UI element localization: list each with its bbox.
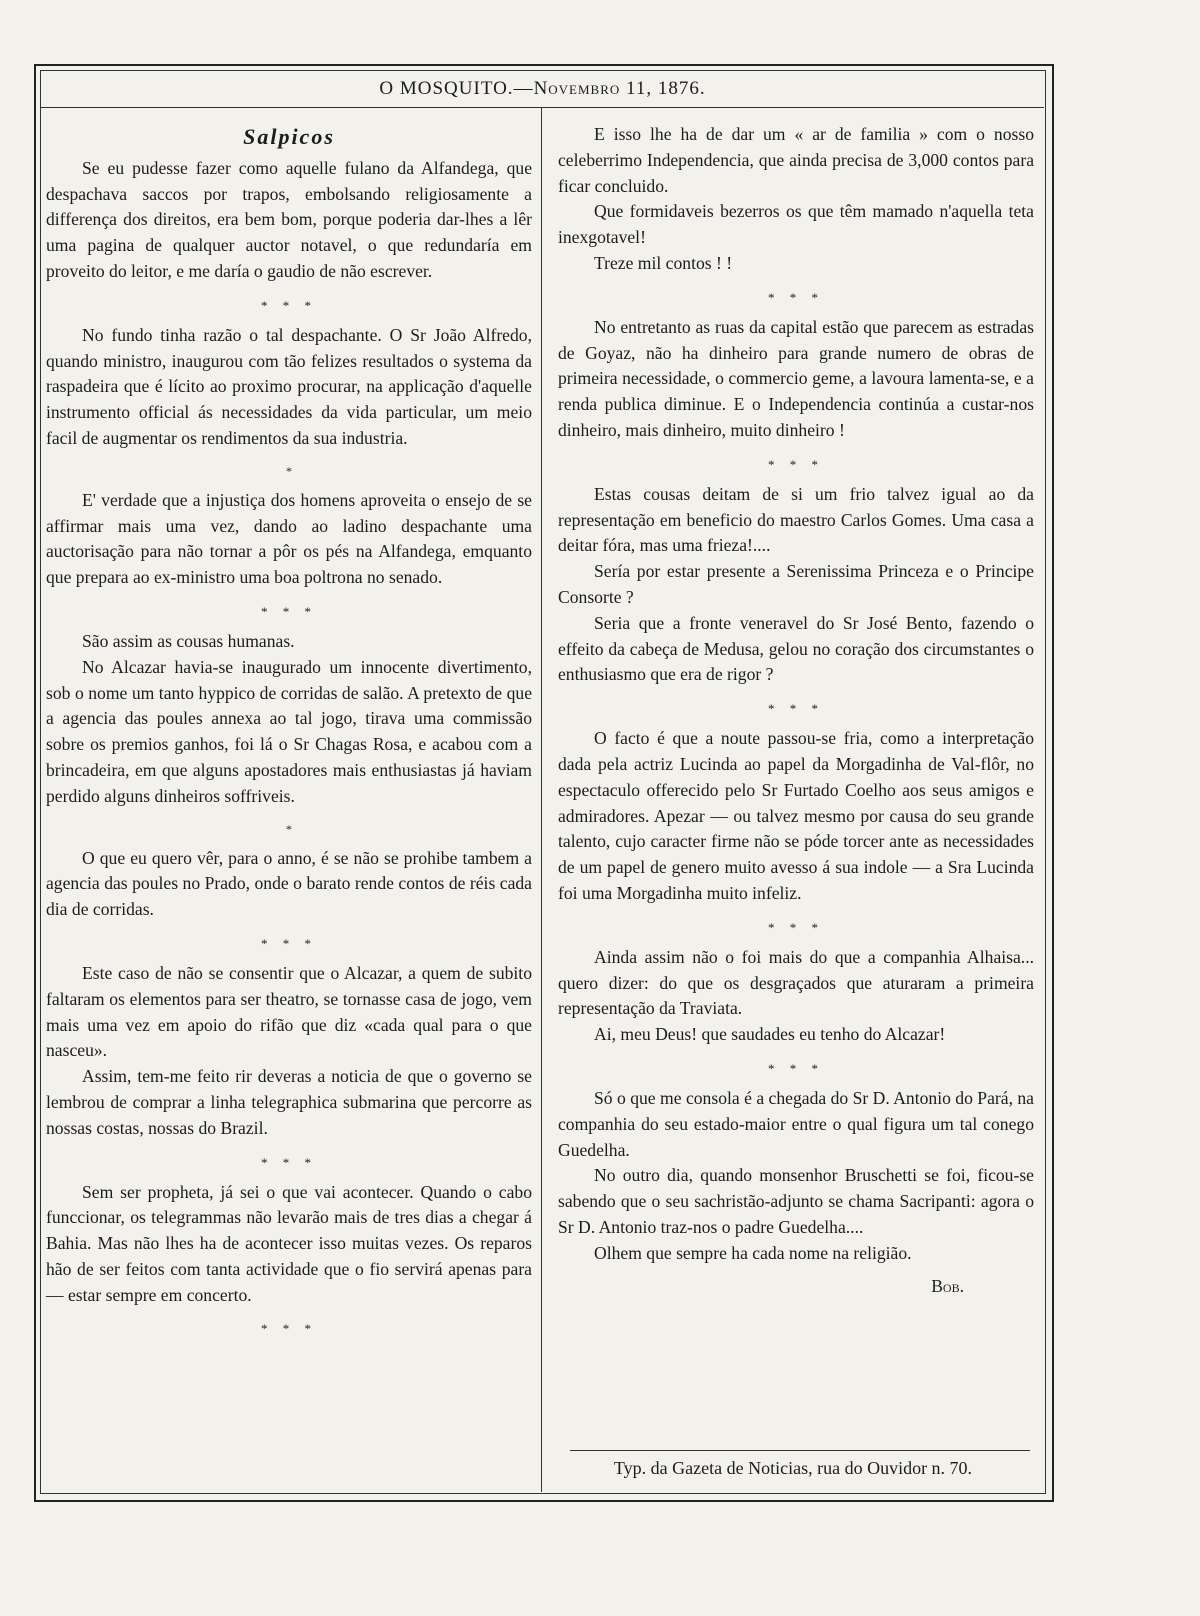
paragraph: Que formidaveis bezerros os que têm mamado n'aquella teta inexgotavel! (558, 201, 1034, 248)
paragraph: No outro dia, quando monsenhor Bruschetti se foi, ficou-se sabendo que o seu sachristão-adjunto se chama Sacripanti: agora o Sr D. Antonio traz-nos o padre Guedelha.... (558, 1165, 1034, 1237)
star-ornament: * (286, 821, 292, 836)
stars-ornament: * * * (768, 919, 824, 935)
masthead (41, 71, 1044, 108)
stars-ornament: * * * (261, 935, 317, 951)
paragraph: E isso lhe ha de dar um « ar de familia » com o nosso celeberrimo Independencia, que ainda precisa de 3,000 contos para ficar concluido. (558, 124, 1034, 196)
stars-ornament: * * * (768, 1060, 824, 1076)
paragraph: Se eu pudesse fazer como aquelle fulano da Alfandega, que despachava saccos por trapos, embolsando religiosamente a differença dos direitos, era bem bom, porque poderia dar-lhes a lêr uma pagina de qualquer auctor notavel, o que redundaría em proveito do leitor, e me daría o gaudio de não escrever. (46, 157, 532, 281)
paragraph: Ai, meu Deus! que saudades eu tenho do Alcazar! (594, 1024, 946, 1045)
stars-ornament: * * * (261, 297, 317, 313)
paragraph: São assim as cousas humanas. (82, 630, 295, 651)
paragraph: Seria que a fronte veneravel do Sr José Bento, fazendo o effeito da cabeça de Medusa, gelou no coração dos circumstantes o enthusiasmo que era de rigor ? (558, 612, 1034, 685)
printer-imprint: Typ. da Gazeta de Noticias, rua do Ouvidor n. 70. (613, 1458, 973, 1478)
signature: Bob. (931, 1276, 964, 1297)
header-month: Novembro (533, 78, 621, 99)
stars-ornament: * * * (261, 1154, 317, 1170)
stars-ornament: * * * (768, 456, 824, 472)
paragraph: Ainda assim não o foi mais do que a companhia Alhaisa... quero dizer: do que os desgraçados que aturaram a primeira representação da Traviata. (558, 946, 1034, 1019)
stars-ornament: * * * (768, 701, 824, 717)
paragraph: Assim, tem-me feito rir deveras a noticia de que o governo se lembrou de comprar a linha telegraphica submarina que percorre as nossas costas, nossas do Brazil. (46, 1066, 532, 1138)
paragraph: Estas cousas deitam de si um frio talvez igual ao da representação em beneficio do maestro Carlos Gomes. Uma casa a deitar fóra, mas uma frieza!.... (558, 483, 1034, 556)
paragraph: O facto é que a noute passou-se fria, como a interpretação dada pela actriz Lucinda ao papel da Morgadinha de Val-flôr, no espectaculo offerecido pelo Sr Furtado Coelho aos seus amigos e admiradores. Apezar — ou talvez mesmo por causa do seu grande talento, cujo caracter firme não se póde torcer ante as necessidades de um papel de genero muito avesso á sua indole — a Sra Lucinda foi uma Morgadinha muito infeliz. (558, 728, 1034, 903)
paragraph: No fundo tinha razão o tal despachante. O Sr João Alfredo, quando ministro, inaugurou com tão felizes resultados o systema da raspadeira que é lícito ao proximo procurar, na applicação d'aquelle instrumento official ás necessidades da vida particular, um meio facil de augmentar os rendimentos da sua industria. (46, 324, 532, 448)
paragraph: No Alcazar havia-se inaugurado um innocente divertimento, sob o nome um tanto hyppico de corridas de salão. A pretexto de que a agencia das poules annexa ao tal jogo, tirava uma commissão sobre os premios ganhos, foi lá o Sr Chagas Rosa, e acabou com a brincadeira, em que alguns apostadores mais enthusiastas já haviam perdido alguns dinheiros soffriveis. (46, 656, 532, 806)
column-divider (541, 108, 542, 1492)
star-ornament: * (286, 463, 292, 478)
paragraph: No entretanto as ruas da capital estão que parecem as estradas de Goyaz, não ha dinheiro para grande numero de obras de primeira necessidade, o commercio geme, a lavoura lamenta-se, e a renda publica diminue. E o Independencia continúa a custar-nos dinheiro, mais dinheiro, muito dinheiro ! (558, 316, 1034, 440)
paragraph: Olhem que sempre ha cada nome na religião. (594, 1242, 912, 1263)
paragraph: Sería por estar presente a Serenissima Princeza e o Principe Consorte ? (558, 561, 1034, 607)
paragraph: E' verdade que a injustiça dos homens aproveita o ensejo de se affirmar mais uma vez, dando ao ladino despachante uma auctorisação para não tornar a pôr os pés na Alfandega, emquanto que prepara ao ex-ministro uma boa poltrona no senado. (46, 489, 532, 588)
stars-ornament: * * * (768, 289, 824, 305)
imprint-rule (570, 1450, 1030, 1451)
paragraph: Este caso de não se consentir que o Alcazar, a quem de subito faltaram os elementos para ser theatro, se tornasse casa de jogo, vem mais uma vez em apoio do rifão que diz «cada qual para o que nasceu». (46, 962, 532, 1061)
header-dash: — (513, 78, 534, 99)
right-column (558, 122, 1034, 1300)
paragraph: Sem ser propheta, já sei o que vai acontecer. Quando o cabo funccionar, os telegrammas não levarão mais de tres dias a chegar á Bahia. Mas não lhes ha de acontecer isso muitas vezes. Os reparos hão de ser feitos com tanta actividade que o fio servirá apenas para — estar sempre em concerto. (46, 1181, 532, 1305)
left-column (46, 122, 532, 1346)
paragraph: Só o que me consola é a chegada do Sr D. Antonio do Pará, na companhia do seu estado-maior entre o qual figura um tal conego Guedelha. (558, 1087, 1034, 1160)
article-title: Salpicos (243, 124, 335, 149)
newspaper-name: O MOSQUITO. (379, 78, 514, 99)
paragraph: O que eu quero vêr, para o anno, é se não se prohibe tambem a agencia das poules no Prado, onde o barato rende contos de réis cada dia de corridas. (46, 847, 532, 920)
header-date: 11, 1876. (626, 78, 706, 99)
paragraph: Treze mil contos ! ! (594, 252, 733, 273)
stars-ornament: * * * (261, 603, 317, 619)
stars-ornament: * * * (261, 1321, 317, 1337)
